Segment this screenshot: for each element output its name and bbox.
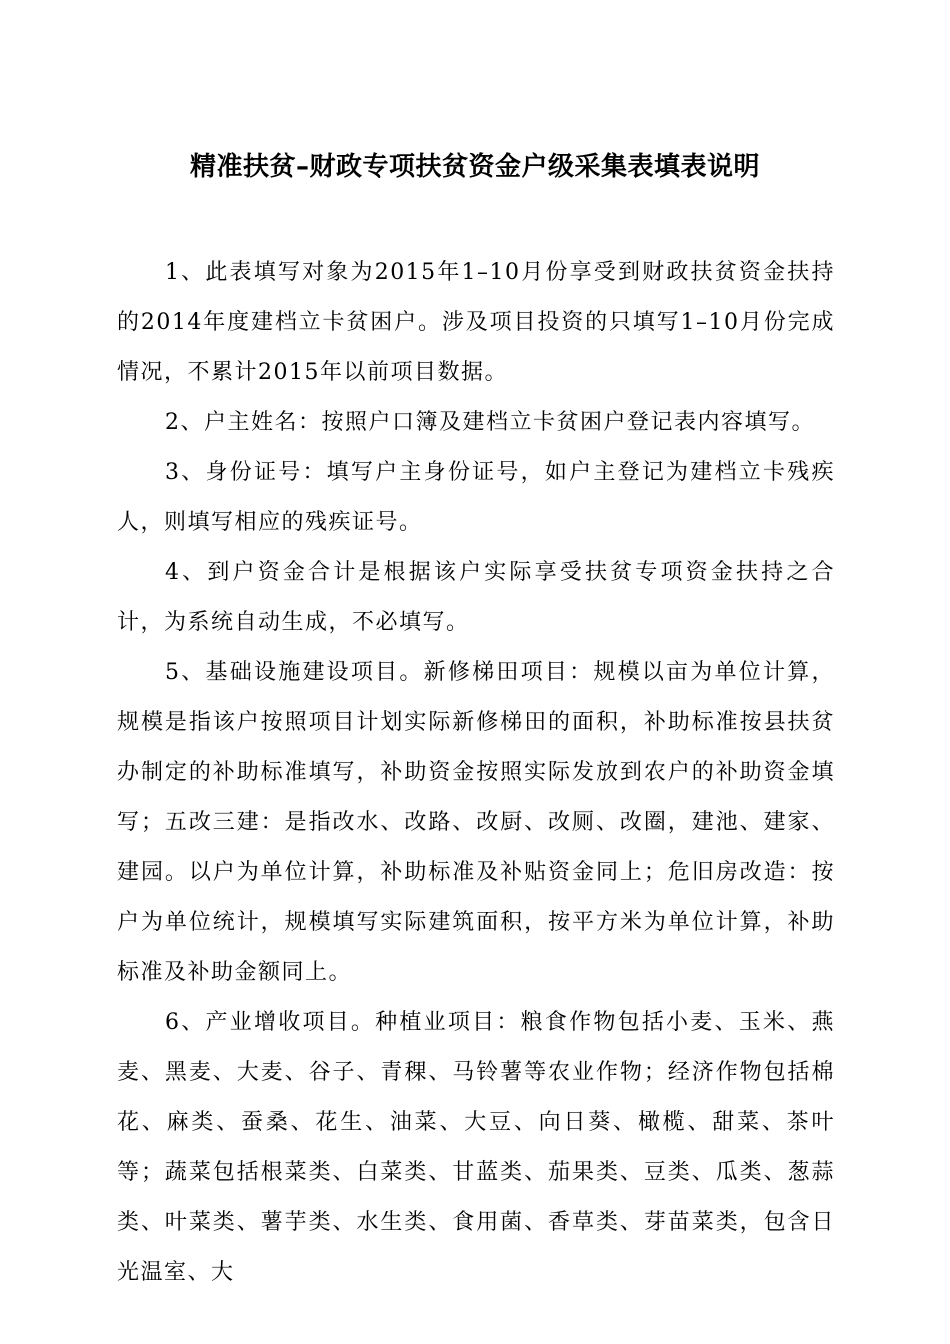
paragraph-5: 5、基础设施建设项目。新修梯田项目：规模以亩为单位计算，规模是指该户按照项目计划实际新修梯田的面积，补助标准按县扶贫办制定的补助标准填写，补助资金按照实际发放到农户的补助资金填写；五改三建：是指改水、改路、改厨、改厕、改圈，建池、建家、建园。以户为单位计算，补助标准及补贴资金同上；危旧房改造：按户为单位统计，规模填写实际建筑面积，按平方米为单位计算，补助标准及补助金额同上。 bbox=[117, 660, 835, 985]
paragraph-3: 3、身份证号：填写户主身份证号，如户主登记为建档立卡残疾人，则填写相应的残疾证号。 bbox=[117, 460, 835, 535]
document-title: 精准扶贫–财政专项扶贫资金户级采集表填表说明 bbox=[189, 152, 760, 182]
paragraph-4: 4、到户资金合计是根据该户实际享受扶贫专项资金扶持之合计，为系统自动生成，不必填写。 bbox=[117, 560, 835, 635]
paragraph-1: 1、此表填写对象为2015年1–10月份享受到财政扶贫资金扶持的2014年度建档立卡贫困户。涉及项目投资的只填写1–10月份完成情况，不累计2015年以前项目数据。 bbox=[117, 260, 835, 385]
paragraph-6: 6、产业增收项目。种植业项目：粮食作物包括小麦、玉米、燕麦、黑麦、大麦、谷子、青稞、马铃薯等农业作物；经济作物包括棉花、麻类、蚕桑、花生、油菜、大豆、向日葵、橄榄、甜菜、茶叶等；蔬菜包括根菜类、白菜类、甘蓝类、茄果类、豆类、瓜类、葱蒜类、叶菜类、薯芋类、水生类、食用菌、香草类、芽苗菜类，包含日光温室、大 bbox=[117, 1010, 835, 1285]
document-body bbox=[117, 248, 835, 1298]
paragraph-2: 2、户主姓名：按照户口簿及建档立卡贫困户登记表内容填写。 bbox=[165, 410, 815, 435]
